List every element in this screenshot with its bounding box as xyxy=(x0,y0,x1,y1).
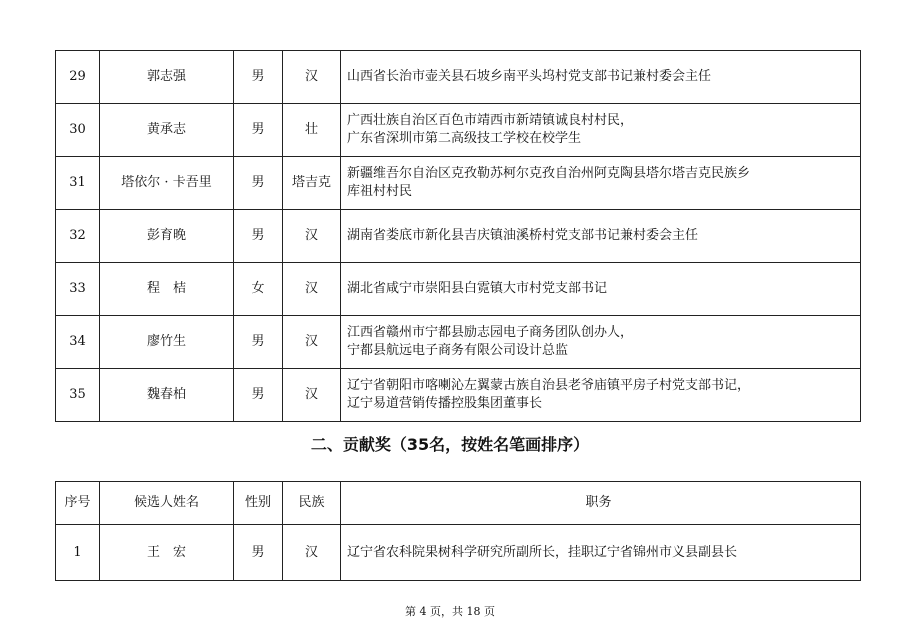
candidate-ethnicity: 塔吉克 xyxy=(283,157,341,210)
candidate-position xyxy=(341,316,861,369)
table-row xyxy=(56,316,861,369)
row-number: 32 xyxy=(56,210,100,263)
candidate-gender: 男 xyxy=(234,157,283,210)
position-line: 湖北省咸宁市崇阳县白霓镇大市村党支部书记 xyxy=(347,281,608,296)
candidate-name: 黄承志 xyxy=(100,104,234,157)
position-line: 辽宁省农科院果树科学研究所副所长，挂职辽宁省锦州市义县副县长 xyxy=(347,544,738,560)
candidate-name: 彭育晚 xyxy=(100,210,234,263)
candidate-position xyxy=(341,51,861,104)
position-line: 新疆维吾尔自治区克孜勒苏柯尔克孜自治州阿克陶县塔尔塔吉克民族乡 xyxy=(347,166,751,181)
position-line: 辽宁省朝阳市喀喇沁左翼蒙古族自治县老爷庙镇平房子村党支部书记， xyxy=(347,378,751,393)
position-line: 湖南省娄底市新化县吉庆镇油溪桥村党支部书记兼村委会主任 xyxy=(347,228,699,243)
table-header-row xyxy=(56,482,861,525)
candidate-gender: 男 xyxy=(234,525,283,581)
row-number: 31 xyxy=(56,157,100,210)
candidate-ethnicity: 汉 xyxy=(283,316,341,369)
candidate-gender: 男 xyxy=(234,369,283,422)
candidate-ethnicity: 汉 xyxy=(283,369,341,422)
row-number: 34 xyxy=(56,316,100,369)
header-gender: 性别 xyxy=(234,482,283,525)
position-line: 山西省长治市壶关县石坡乡南平头坞村党支部书记兼村委会主任 xyxy=(347,69,712,84)
candidate-name: 塔依尔 · 卡吾里 xyxy=(100,157,234,210)
candidate-position xyxy=(341,157,861,210)
row-number: 35 xyxy=(56,369,100,422)
position-line: 库祖村村民 xyxy=(347,184,413,199)
header-position: 职务 xyxy=(341,482,861,525)
candidate-name: 郭志强 xyxy=(100,51,234,104)
candidate-position xyxy=(341,369,861,422)
header-candidate-name: 候选人姓名 xyxy=(100,482,234,525)
candidate-ethnicity: 壮 xyxy=(283,104,341,157)
candidate-gender: 男 xyxy=(234,316,283,369)
row-number: 33 xyxy=(56,263,100,316)
row-number: 1 xyxy=(56,525,100,581)
position-line: 辽宁易道营销传播控股集团董事长 xyxy=(347,396,543,411)
header-number: 序号 xyxy=(56,482,100,525)
table-row xyxy=(56,525,861,581)
candidate-gender: 女 xyxy=(234,263,283,316)
position-line: 广东省深圳市第二高级技工学校在校学生 xyxy=(347,131,582,146)
table-row xyxy=(56,51,861,104)
table-row xyxy=(56,157,861,210)
contribution-award-table xyxy=(55,481,861,581)
candidate-ethnicity: 汉 xyxy=(283,263,341,316)
header-ethnicity: 民族 xyxy=(283,482,341,525)
candidate-gender: 男 xyxy=(234,210,283,263)
table-row xyxy=(56,104,861,157)
row-number: 30 xyxy=(56,104,100,157)
page-footer: 第 4 页，共 18 页 xyxy=(405,605,495,618)
candidate-ethnicity: 汉 xyxy=(283,525,341,581)
candidate-position xyxy=(341,263,861,316)
candidate-gender: 男 xyxy=(234,104,283,157)
position-line: 广西壮族自治区百色市靖西市新靖镇诚良村村民， xyxy=(347,113,634,128)
candidate-ethnicity: 汉 xyxy=(283,210,341,263)
table-row xyxy=(56,263,861,316)
candidate-name: 程 桔 xyxy=(100,263,234,316)
table-row xyxy=(56,210,861,263)
candidate-name: 魏春柏 xyxy=(100,369,234,422)
position-line: 宁都县航远电子商务有限公司设计总监 xyxy=(347,343,569,358)
candidate-gender: 男 xyxy=(234,51,283,104)
position-line: 江西省赣州市宁都县励志园电子商务团队创办人， xyxy=(347,325,634,340)
candidate-name: 王 宏 xyxy=(100,525,234,581)
row-number: 29 xyxy=(56,51,100,104)
candidate-position xyxy=(341,104,861,157)
candidate-ethnicity: 汉 xyxy=(283,51,341,104)
candidate-position xyxy=(341,525,861,581)
candidate-table-continued xyxy=(55,50,861,422)
table-row xyxy=(56,369,861,422)
section-heading: 二、贡献奖（35名，按姓名笔画排序） xyxy=(310,435,590,454)
candidate-name: 廖竹生 xyxy=(100,316,234,369)
candidate-position xyxy=(341,210,861,263)
